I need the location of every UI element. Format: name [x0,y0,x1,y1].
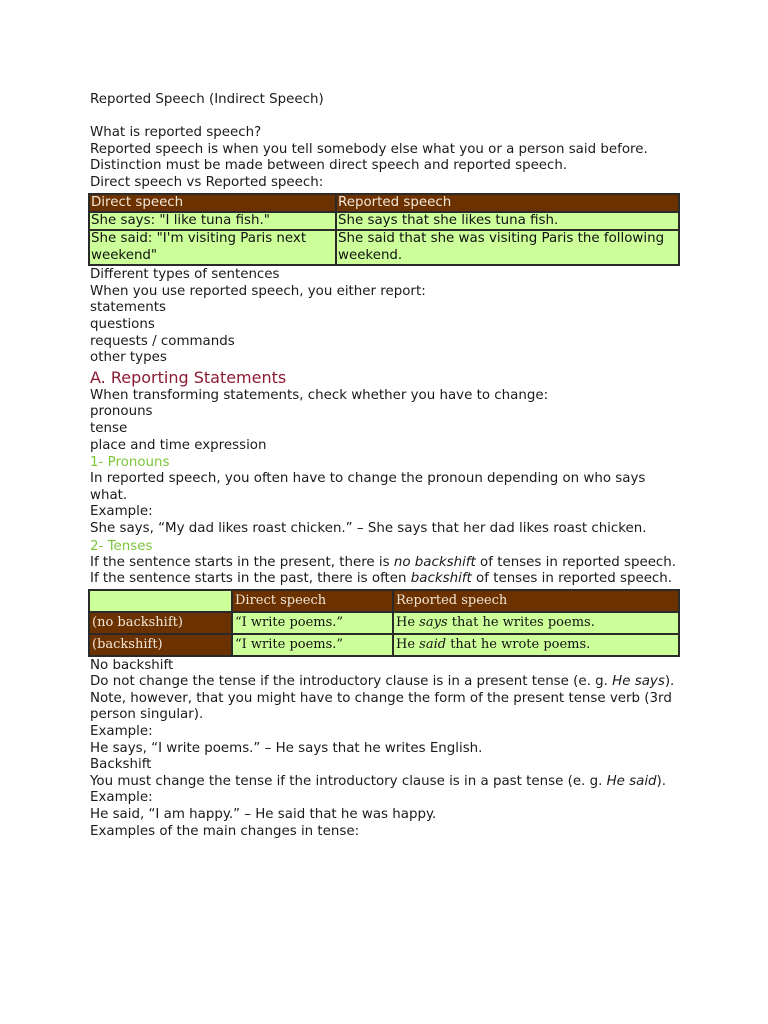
example-text: He said, “I am happy.” – He said that he was happy. [90,807,437,823]
table-cell: She says that she likes tuna fish. [337,213,678,229]
intro-line: Distinction must be made between direct speech and reported speech. [90,158,568,174]
example-text: She says, “My dad likes roast chicken.” – She says that her dad likes roast chicken. [90,520,647,536]
subsection-label: Backshift [90,757,152,773]
emphasis: backshift [410,571,472,587]
text-run: that he writes poems. [447,614,595,630]
emphasis: He says [612,674,665,690]
example-label: Example: [90,724,153,740]
emphasis: said [419,636,447,652]
table-cell: “I write poems.” [233,613,392,633]
intro-line: Reported speech is when you tell somebody else what you or a person said before. [90,141,648,157]
subsection-heading: 2- Tenses [90,538,153,554]
types-list-item: questions [90,316,155,332]
subsection-heading: 1- Pronouns [90,455,170,471]
table-header-row [90,591,678,611]
types-line: Different types of sentences [90,267,280,283]
table-cell [394,635,678,655]
example-label: Example: [90,504,153,520]
intro-line: What is reported speech? [90,125,262,141]
spacer [90,109,680,126]
example-text: He says, “I write poems.” – He says that he writes English. [90,740,483,756]
types-list-item: statements [90,300,166,316]
text-run: of tenses in reported speech. [471,571,673,587]
text-run: that he wrote poems. [446,636,591,652]
emphasis: He said [606,773,657,789]
emphasis: no backshift [393,554,476,570]
document-page [90,92,680,840]
backshift-table [88,589,680,657]
closing-line: Examples of the main changes in tense: [90,823,360,839]
paragraph [90,674,680,724]
text-run: of tenses in reported speech. [475,554,677,570]
paragraph [90,571,680,588]
section-list-item: place and time expression [90,437,267,453]
example-label: Example: [90,790,153,806]
table-row [90,635,678,655]
types-list-item: other types [90,350,167,366]
emphasis: says [419,614,448,630]
text-run: If the sentence starts in the present, there is [90,554,394,570]
section-list-item: pronouns [90,404,153,420]
table-header-cell: Direct speech [90,195,335,211]
paragraph [90,555,680,572]
table-header-cell [90,591,231,611]
paragraph: In reported speech, you often have to change the pronoun depending on who says what. [90,471,646,503]
table-row [90,213,678,229]
table-row [90,613,678,633]
text-run: If the sentence starts in the past, there is often [90,571,411,587]
section-list-item: tense [90,420,128,436]
text-run: He [396,614,420,630]
table-cell [394,613,678,633]
text-run: ). Note, however, that you might have to change the form of the present tense verb (3rd person singular). [90,674,675,723]
table-header-cell: Direct speech [233,591,392,611]
paragraph [90,774,680,791]
table-cell: “I write poems.” [233,635,392,655]
table-row [90,231,678,264]
direct-vs-reported-table [88,193,680,267]
types-list-item: requests / commands [90,333,235,349]
table-row-label: (no backshift) [90,613,231,633]
subsection-label: No backshift [90,657,174,673]
table-header-row [90,195,678,211]
table-header-cell: Reported speech [337,195,678,211]
text-run: He [396,636,420,652]
text-run: You must change the tense if the introductory clause is in a past tense (e. g. [90,773,607,789]
section-line: When transforming statements, check whether you have to change: [90,387,549,403]
section-heading: A. Reporting Statements [90,367,287,387]
types-line: When you use reported speech, you either report: [90,283,426,299]
document-title: Reported Speech (Indirect Speech) [90,92,324,107]
table-cell: She said: "I'm visiting Paris next weekend" [90,231,335,264]
intro-line: Direct speech vs Reported speech: [90,174,324,190]
text-run: ). [656,773,667,789]
text-run: Do not change the tense if the introductory clause is in a present tense (e. g. [90,674,613,690]
table-row-label: (backshift) [90,635,231,655]
table-header-cell: Reported speech [394,591,678,611]
table-cell: She said that she was visiting Paris the following weekend. [337,231,678,264]
table-cell: She says: "I like tuna fish." [90,213,335,229]
